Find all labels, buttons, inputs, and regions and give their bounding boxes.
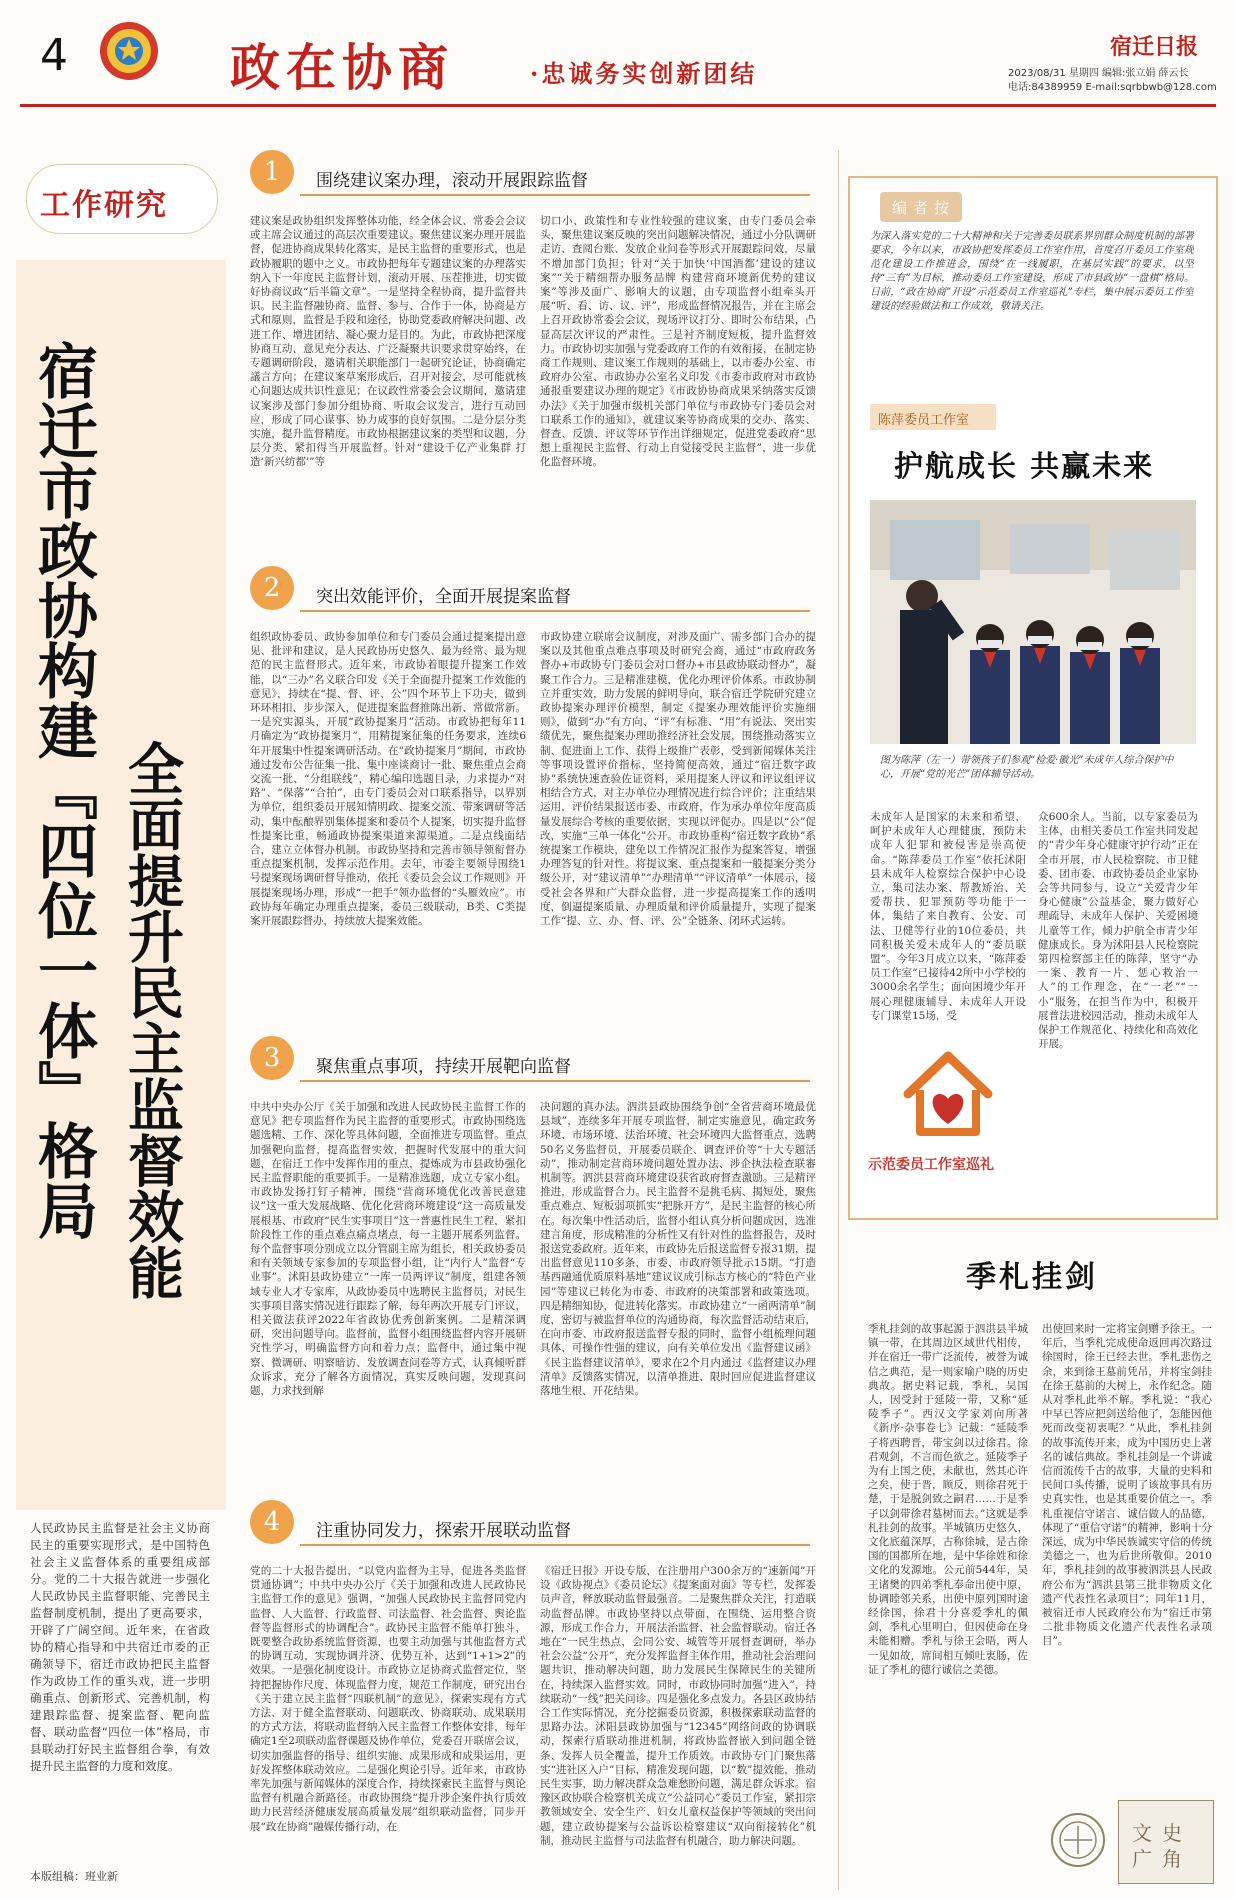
section-number: 2 — [250, 566, 294, 610]
left-column — [0, 120, 240, 1898]
section-col-1: 中共中央办公厅《关于加强和改进人民政协民主监督工作的意见》把专项监督作为民主监督的重要形式。市政协围绕选题选精、工作、深化等具体问题，全面推进专项监督。重点加强靶向监督，提高监督实效，把握时代发展中的重大问题，在宿迁工作中发挥作用的重点，提炼成为市县政协强化民主监督职能的重要抓手。一是精准选题，成立专家小组。市政协发扬打钉子精神，围绕“营商环境优化改善民意建议”这一重大发展战略、优化化营商环境建设“这一高质量发展根基、市政府“民生实事项目”这一普惠性民生工程，紧扣阶段性工作的重点难点痛点堵点，每一主题开展系列监督。每个监督事项分别成立以分管副主席为组长，相关政协委员和有关领域专家参加的专项监督小组，让“内行人”监督“专业事”。沭阳县政协建立“一库一员两评议”制度，组建各领域专业人才专家库，从政协委员中选聘民主监督员，对民生实事项目落实情况进行跟踪了解，每年两次开展专门评议，相关做法获评2022年省政协优秀创新案例。二是精深调研，突出问题导向。监督前，监督小组围绕监督内容开展研究性学习，明确监督方向和着力点；监督中，通过集中视察、微调研、明察暗访、发放调查问卷等方式，认真倾听群众诉求，充分了解各方面情况，真实反映问题，发现真问题，力求找到解 — [250, 1101, 526, 1398]
editor-note-text: 为深入落实党的二十大精神和关于完善委员联系界别群众制度机制的部署要求，今年以来，市政协把发挥委员工作室作用，首度召开委员工作室规范化建设工作推进会，围绕“在一线履职，在基层实践”的要求，以坚持“三有”为目标，推动委员工作室建设，形成了市县政协“一盘棋”格局。日前，“政在协商”开设“示范委员工作室巡礼”专栏，集中展示委员工作室建设的经验做法和工作成效，敬请关注。 — [870, 231, 1194, 312]
page-number: 4 — [40, 30, 68, 81]
section-title: 突出效能评价，全面开展提案监督 — [316, 587, 571, 607]
section-rule — [300, 610, 810, 612]
contact-line: 电话:84389959 E-mail:sqrbbwb@128.com — [1008, 82, 1217, 93]
article-col-2: 出使回来时一定将宝剑赠予徐王。一年后，当季札完成使命返回再次路过徐国时，徐王已经去世。季札悲伤之余，来到徐王墓前凭吊，并将宝剑挂在徐王墓前的大树上，永作纪念。随从对季札此举不解。季札说：“我心中早已答应把剑送给他了，怎能因他死而改变初衷呢？”从此，季札挂剑的故事流传开来，成为中国历史上著名的诚信典故。季札挂剑是一个讲诚信而流传千古的故事，大量的史料和民间口头传播，说明了该故事具有历史真实性，也是其重要价值之一。季札重视信守诺言、诚信做人的品德，体现了“重信守诺”的精神，影响十分深远，成为中华民族诚实守信的传统美德之一，也为后世所敬仰。2010年，季札挂剑的故事被泗洪县人民政府公布为“泗洪县第三批非物质文化遗产代表性名录项目”；同年11月，被宿迁市人民政府公布为“宿迁市第二批非物质文化遗产代表性名录项目”。 — [1042, 1323, 1212, 1648]
section-2 — [250, 566, 820, 1046]
masthead-slogan: ·忠诚务实创新团结 — [530, 59, 758, 88]
headline-sub: 全面提升民主监督效能 — [119, 740, 184, 1300]
section-col-2: 切口小、政策性和专业性较强的建议案，由专门委员会牵头，聚焦建议案反映的突出问题解决情况，通过小分队调研走访、查阅台账、发放企业问卷等形式开展跟踪问效，尽量不增加部门负担；针对“关于加快‘中国酒都’建设的建议案”“关于精细帮办服务品牌 构建营商环境新优势的建议案”等涉及面广、影响大的议题，由专项监督小组牵头开展“听、看、访、议、评”，形成监督情况报告，并在主席会上召开政协常委会会议，现场评议打分、即时公布结果，凸显高层次评议的严肃性。三是衬齐制度短板，提升监督效力。市政协切实加强与党委政府工作的有效衔接，在制定协商工作规则、建议案工作规则的基础上，以市委办公室、市政府办公室、市政协办公室名义印发《市委市政府对市政协通报重要建议办理的规定》《市政协协商成果采纳落实反馈办法》《关于加强市级机关部门单位与市政协专门委员会对口联系工作的通知》，就建议案等协商成果的交办、落实、督查、反馈、评议等环节作出详细规定，促进党委政府“思想上重视民主监督、行动上自觉接受民主监督”，进一步优化监督环境。 — [540, 215, 816, 469]
section-col-1: 组织政协委员、政协参加单位和专门委员会通过提案提出意见、批评和建议，是人民政协历史悠久、最为经常、最为规范的民主监督形式。近年来，市政协着眼提升提案工作效能，以“三办”名义联合印发《关于全面提升提案工作效能的意见》，持续在“提、督、评、公”四个环节上下功夫，做到环环相扣、步步深入，促进提案监督推陈出新、常做常新。一是究实源头，开展“政协提案月”活动。市政协把每年11月确定为“政协提案月”，用精提案征集的任务要求，连续6年开展集中性提案调研活动。在“政协提案月”期间，市政协通过发布公告征集一批、集中座谈商讨一批、聚焦重点会商交流一批、“分组联线”，精心编印选题目录，力求提办“对路”、“保落”“合拍”，由专门委员会对口联系指导，以界别为单位，组织委员开展知情明政、提案交流、带案调研等活动，集中酝酿界别集体提案和委员个人提案，切实提升监督性提案比重，畅通政协提案渠道来源渠道。二是点线面结合，建立立体督办机制。市政协坚持和完善市领导领衔督办重点提案机制，发挥示范作用。去年，市委主要领导围绕1号提案现场调研督导推动，依托《委员会会议工作规则》开展提案现场办理，形成“一把手”领办监督的“头雁效应”。市政协每年确定办理重点提案，委员三级联动，B类、C类提案开展跟踪督办，持续放大提案效能。 — [250, 631, 526, 928]
intro-text: 人民政协民主监督是社会主义协商民主的重要实现形式，是中国特色社会主义监督体系的重要组成部分。党的二十大报告就进一步强化人民政协民主监督职能、完善民主监督制度机制，提出了更高要求，开辟了广阔空间。近年来，在省政协的精心指导和中共宿迁市委的正确领导下，宿迁市政协把民主监督作为政协工作的重头戏，进一步明确重点、创新形式、完善机制，构建跟踪监督、提案监督、靶向监督、联动监督“四位一体”格局，市县联动打好民主监督组合拳，有效提升民主监督的力度和效度。 — [30, 1521, 210, 1773]
feature-col-1: 未成年人是国家的未来和希望，呵护未成年人心理健康，预防未成年人犯罪和被侵害是崇高使命。“陈萍委员工作室”依托沭阳县未成年人检察综合保护中心设立，集司法办案、帮教矫治、关爱帮扶、犯罪预防等功能于一体，集结了来自教育、公安、司法、卫健等行业的10位委员，共同积极关爱未成年人的“委员联盟”。今年3月成立以来，“陈萍委员工作室”已接待42所中小学校的3000余名学生；面向困境少年开展心理健康辅导、未成年人开设专门课堂15场，受 — [870, 811, 1026, 1022]
paper-name: 宿迁日报 — [1110, 34, 1199, 60]
section-rule — [300, 1544, 810, 1546]
editor-note-label: 编者按 — [892, 199, 956, 217]
feature-col-2: 众600余人。当前，以专家委员为主体，由相关委员工作室共同发起的“青少年身心健康守护行动”正在全市开展，市人民检察院、市卫健委、团市委、市政协委员企业家协会等共同参与，设立“关爱青少年身心健康”公益基金，聚力做好心理疏导、未成年人保护、关爱困境儿童等工作，倾力护航全市青少年健康成长。身为沭阳县人民检察院第四检察部主任的陈萍，坚守“办一案、教育一片、惩心救治一人”的工作理念，在“一老”“一小”服务，在担当作为中，积极开展普法进校园活动，推动未成年人保护工作规范化、持续化和高效化开展。 — [1038, 811, 1198, 1051]
section-rule — [300, 1080, 810, 1082]
feature-box — [848, 176, 1218, 1220]
corner-tag: 文史广角 — [1132, 1821, 1192, 1871]
section-title: 注重协同发力，探索开展联动监督 — [316, 1521, 571, 1541]
date-line: 2023/08/31 星期四 编辑:张立娟 薛云长 — [1008, 68, 1189, 79]
header-rule — [20, 104, 1216, 107]
cppcc-emblem-icon — [98, 20, 160, 82]
feature-title: 护航成长 共赢未来 — [894, 449, 1155, 483]
section-col-1: 党的二十大报告提出，“以党内监督为主导，促进各类监督贯通协调”；中共中央办公厅《关于加强和改进人民政协民主监督工作的意见》强调，“加强人民政协民主监督同党内监督、人大监督、行政监督、司法监督、社会监督、舆论监督等监督形式的协调配合”。政协民主监督不能单打独斗，既要整合政协系统监督资源，也要主动加强与其他监督方式的协调互动，实现协调并济、优势互补，达到“1+1>2”的效果。一是强化制度设计。市政协立足协商式监督定位，坚持把握协作尺度、体现监督力度，规范工作制度，研究出台《关于建立民主监督“四联机制”的意见》，探索实现有方式方法、对于健全监督联动、问题联改、协商联动、成果联用的方式方法，将联动监督纳入民主监督工作整体安排，每年确定1至2项联动监督课题及协作单位，党委召开联席会议，切实加强监督的指导、组织实施、成果形成和成果运用，更好发挥整体联动效应。二是强化舆论引导。近年来，市政协率先加强与新闻媒体的深度合作，持续探索民主监督与舆论监督有机融合新路径。市政协围绕“提升涉企案件执行质效 助力民营经济健康发展高质量发展”组织联动监督，同步开展“政在协商”融媒传播行动，在 — [250, 1565, 526, 1833]
history-article — [848, 1230, 1218, 1890]
section-masthead: 政在协商 — [230, 38, 454, 97]
section-col-2: 《宿迁日报》开设专版，在注册用户300余万的“速新闻”开设《政协视点》《委员论坛》《提案面对面》等专栏，发挥委员声音，释放联动监督最强音。二是聚焦群众关注，打造联动监督品牌。市政协坚持以点带面，在围绕、运用整合资源，形成工作合力，开展法治监督、社会监督联动。宿迁各地在“一民生热点，会同公安、城管等开展督查调研，举办社会公益“公开”，充分发挥监督主体作用，推动社会治理问题共识，推动解决问题，助力发展民生保障民生的关键所在，持续深入监督实效。同时，市政协同时加强“进入”，持续联动“一线”把关问诊。四是强化多点发力。各县区政协结合工作实际情况，充分挖掘委员资源，积极探索联动监督的思路办法。沭阳县政协加强与“12345”网络问政的协调联动，探索行盾联动推进机制，将政协监督嵌入到问题全链条、发挥人员全覆盖，提升工作质效。市政协专门门聚焦落实“进社区入户”目标，精准发现问题，以“数”提效能，推动民生实事，助力解决群众急难愁盼问题，满足群众诉求。宿豫区政协联合检察机关成立“公益同心”委员工作室，紧扣宗教领域安全、安全生产、妇女儿童权益保护等领域的突出问题，建立政协提案与公益诉讼检察建议“双向衔接转化”机制，推动民主监督与司法监督有机融合，助力解决问题。 — [540, 1565, 816, 1847]
feature-photo — [870, 500, 1196, 744]
studio-tag-label: 陈萍委员工作室 — [878, 413, 970, 428]
article-title: 季札挂剑 — [966, 1260, 1098, 1295]
seal-icon — [1048, 1810, 1108, 1870]
section-col-1: 建议案是政协组织发挥整体功能，经全体会议、常委会会议或主席会议通过的高层次重要建议。聚焦建议案办理开展监督，促进协商成果转化落实，是民主监督的重要形式，也是政协履职的题中之义。市政协把每年专题建议案的办理落实纳入下一年度民主监督计划，滚动开展、压茬推进，切实做好协商议政“后半篇文章”。一是坚持全程协商，提升监督共识。民主监督融协商、监督、参与、合作于一体，协商是方式和原则，监督是手段和途径，协助党委政府解决问题、改进工作、增进团结、凝心聚力是目的。为此，市政协把深度协商互动、意见充分表达、广泛凝聚共识要求贯穿始终，在专题调研阶段，邀请相关职能部门一起研究论证，协商确定議言方向；在建议案草案形成后，召开对接会，尽可能就核心问题达成共识性意见；在议政性常委会会议期间，邀请建议案涉及部门参加分组协商、听取会议发言，进行互动回应，形成了同心谋事、协力成事的良好氛围。二是分层分类实施，提升监督精度。市政协根据建议案的类型和议题，分层分类、紧扣得当开展监督。针对“建设千亿产业集群 打造‘新兴纺都’”等 — [250, 215, 526, 469]
section-col-2: 市政协建立联席会议制度，对涉及面广、需多部门合办的提案以及其他重点难点事项及时研究会商，通过“市政府政务督办+市政协专门委员会对口督办+市县政协联动督办”，凝聚工作合力。三是精准建模，优化办理评价体系。市政协制立并重实效，助力发展的鲜明导向，联合宿迁学院研究建立政协提案办理评价模型，制定《提案办理效能评价实施细则》，做到“办”有方向、“评”有标准、“用”有说法、突出实绩优先，聚焦提案办理助推经济社会发展，围绕推动落实立制、促进面上工作、获得上级推广表彰，受到新闻媒体关注等事项设置评价指标，坚持简便高效，通过“宿迁数字政协”系统快速查验佐证资料，采用提案人评议和评议组评议相结合方式，对主办单位办理情况进行综合评价；注重结果运用，评价结果报送市委、市政府，作为承办单位年度高质量发展综合考核的重要依据，实现以评促办。四是以“公”促改，实施“三单一体化”公开。市政协重构“宿迁数字政协”系统提案工作模块，建免以工作情况汇报作为提案答复，增强办理答复的针对性。将提议案、重点提案和一般提案分类分级公开，对“建议清单”“办理清单”“评议清单”一体展示，接受社会各界和广大群众监督，进一步提高提案工作的透明度，倒逼提案质量、办理质量和评价质量提升，实现了提案工作“提、立、办、督、评、公”全链条、闭环式运转。 — [540, 631, 816, 928]
section-3 — [250, 1036, 820, 1476]
house-heart-logo-icon — [898, 1044, 998, 1144]
page-header — [0, 0, 1236, 120]
section-title: 围绕建议案办理，滚动开展跟踪监督 — [316, 171, 588, 191]
section-number: 4 — [250, 1500, 294, 1544]
section-number: 1 — [250, 150, 294, 194]
article-col-1: 季札挂剑的故事起源于泗洪县半城镇一带，在其周边区域世代相传，并在宿迁一带广泛流传，被誉为诚信之典范，是一则家喻户晓的历史典故。据史料记载，季札，吴国人，因受封于延陵一带，又称“延陵季子”。西汉文学家刘向所著《新序·杂事卷七》记载：“延陵季子将西聘晋，带宝剑以过徐君。徐君观剑，不言而色欲之。延陵季子为有上国之使，未献也，然其心许之矣，使于晋，顾反，则徐君死于楚，于是脱剑致之嗣君……于是季子以剑带徐君墓树而去。”这就是季札挂剑的故事。半城镇历史悠久，文化底蕴深厚，古称徐城，是古徐国的国都所在地，是中华徐姓和徐文化的发源地。公元前544年，吴王诸樊的四弟季札奉命出使中原，协调睦邻关系，出使中原列国时途经徐国，徐君十分喜爱季札的佩剑，季札心里明白，但因使命在身未能相赠。季札与徐王会晤，两人一见如故，席间相互倾吐衷肠，佐证了季札的德行诚信之美德。 — [868, 1323, 1028, 1676]
headline-main: 宿迁市政协构建『四位一体』格局 — [28, 340, 98, 1240]
section-number: 3 — [250, 1036, 294, 1080]
section-col-2: 决问题的真办法。泗洪县政协围绕争创“全省营商环境最优县域”，连续多年开展专项监督，制定实施意见，确定政务环境、市场环境、法治环境、社会环境四大监督重点，选聘50名义务监督员，开展委员联企、调查评价等“十大专题活动”，推动制定营商环境问题处置办法、涉企执法检查联審机制等。泗洪县营商环境建设获省政府督查激励。三是精评推进，形成监督合力。民主监督不是挑毛病、揭短处，聚焦重点难点、短板弱项抓实“把脉开方”，是民主监督的核心所在。每次集中性活动后，监督小组认真分析问题成因，选准建言角度，形成精准的分析性又有针对性的监督报告，及时报送党委政府。近年来，市政协先后报送监督专报31期，提出监督意见110多条，市委、市政府领导批示15期。“打造基西融通优质原料基地”建议议成引标志方核心的“特色产业园”等建议已转化为市委、市政府的决策部署和政策选项。四是精细知协，促进转化落实。市政协建立“一函两清单”制度，密切与被监督单位的沟通协商，每次监督活动结束后，在向市委、市政府报送监督专报的同时，监督小组梳理问题具体、可操作性强的建议，向有关单位发出《监督建议函》《民主监督建议清单》，要求在2个月内通过《监督建议办理清单》反馈落实情况，以清单推进、限时回应促进监督建议落地生根、开花结果。 — [540, 1101, 816, 1398]
section-4 — [250, 1500, 820, 1890]
section-title: 聚焦重点事项，持续开展靶向监督 — [316, 1057, 571, 1077]
column-tag: 工作研究 — [40, 188, 168, 223]
photo-caption: 图为陈萍（左一）带领孩子们参观“检爱·徽光”未成年人综合保护中心，开展“党的光芒”团体辅导活动。 — [880, 755, 1174, 780]
section-1 — [250, 150, 820, 540]
column-divider — [838, 150, 839, 1890]
stamp-text: 示范委员工作室巡礼 — [868, 1157, 994, 1173]
byline: 本版组稿：班业新 — [30, 1870, 118, 1883]
section-rule — [300, 194, 810, 196]
